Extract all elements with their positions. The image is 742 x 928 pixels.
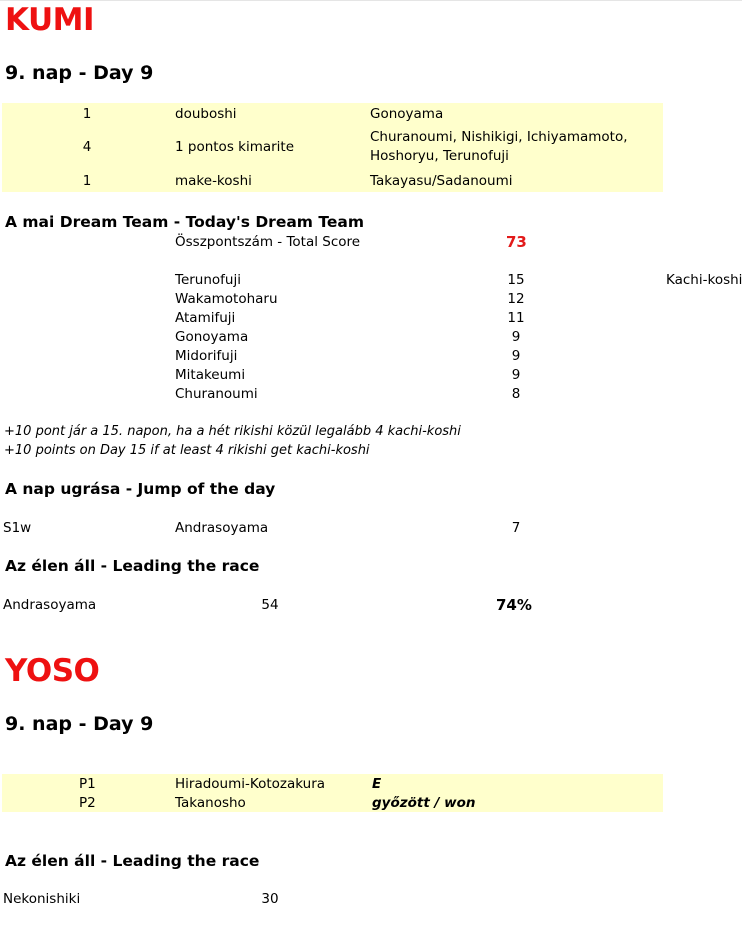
total-score-value: 73	[506, 233, 527, 251]
dream-team-note-hu: +10 pont jár a 15. napon, ha a hét rikishi közül legalább 4 kachi-koshi	[4, 424, 461, 439]
dream-member-score: 11	[507, 310, 525, 326]
kumi-leader-title: Az élen áll - Leading the race	[5, 557, 260, 575]
kumi-row1-names: Gonoyama	[370, 106, 444, 122]
kumi-row1-count: 1	[82, 106, 92, 122]
yoso-title: YOSO	[5, 653, 100, 689]
kumi-leader-percent: 74%	[496, 596, 532, 614]
dream-member-name: Wakamotoharu	[175, 291, 278, 307]
dream-member-note: Kachi-koshi	[666, 272, 742, 288]
jump-value: 7	[511, 520, 521, 536]
yoso-row1-bout: Hiradoumi-Kotozakura	[175, 776, 326, 792]
dream-member-score: 9	[511, 367, 521, 383]
kumi-leader-name: Andrasoyama	[3, 597, 97, 613]
dream-member-score: 8	[511, 386, 521, 402]
yoso-row2-bout: Takanosho	[175, 795, 246, 811]
kumi-row2-names-line2: Hoshoryu, Terunofuji	[370, 148, 509, 164]
dream-member-score: 9	[511, 348, 521, 364]
dream-member-name: Terunofuji	[175, 272, 241, 288]
kumi-row3-names: Takayasu/Sadanoumi	[370, 173, 513, 189]
yoso-leader-title: Az élen áll - Leading the race	[5, 852, 260, 870]
kumi-day-title: 9. nap - Day 9	[5, 62, 154, 84]
dream-member-name: Churanoumi	[175, 386, 258, 402]
dream-member-name: Gonoyama	[175, 329, 249, 345]
yoso-results-band	[2, 774, 663, 812]
yoso-row2-code: P2	[79, 795, 96, 811]
dream-member-name: Mitakeumi	[175, 367, 246, 383]
kumi-row1-category: douboshi	[175, 106, 237, 122]
kumi-row3-category: make-koshi	[175, 173, 252, 189]
kumi-leader-points: 54	[261, 597, 279, 613]
jump-rank: S1w	[3, 520, 32, 536]
kumi-row2-count: 4	[82, 139, 92, 155]
dream-team-title: A mai Dream Team - Today's Dream Team	[5, 213, 364, 231]
kumi-row2-names-line1: Churanoumi, Nishikigi, Ichiyamamoto,	[370, 129, 628, 145]
dream-member-score: 9	[511, 329, 521, 345]
yoso-leader-name: Nekonishiki	[3, 891, 81, 907]
dream-member-name: Atamifuji	[175, 310, 236, 326]
dream-member-name: Midorifuji	[175, 348, 238, 364]
kumi-row2-category: 1 pontos kimarite	[175, 139, 295, 155]
dream-member-score: 15	[507, 272, 525, 288]
yoso-row2-result: győzött / won	[372, 795, 476, 811]
kumi-row3-count: 1	[82, 173, 92, 189]
yoso-leader-points: 30	[261, 891, 279, 907]
kumi-title: KUMI	[5, 2, 95, 38]
total-score-label: Összpontszám - Total Score	[175, 234, 361, 250]
top-border	[0, 0, 742, 1]
dream-team-note-en: +10 points on Day 15 if at least 4 rikishi get kachi-koshi	[4, 443, 370, 458]
dream-member-score: 12	[507, 291, 525, 307]
yoso-row1-result: E	[372, 776, 382, 792]
jump-title: A nap ugrása - Jump of the day	[5, 480, 276, 498]
yoso-row1-code: P1	[79, 776, 96, 792]
yoso-day-title: 9. nap - Day 9	[5, 713, 154, 735]
jump-name: Andrasoyama	[175, 520, 269, 536]
